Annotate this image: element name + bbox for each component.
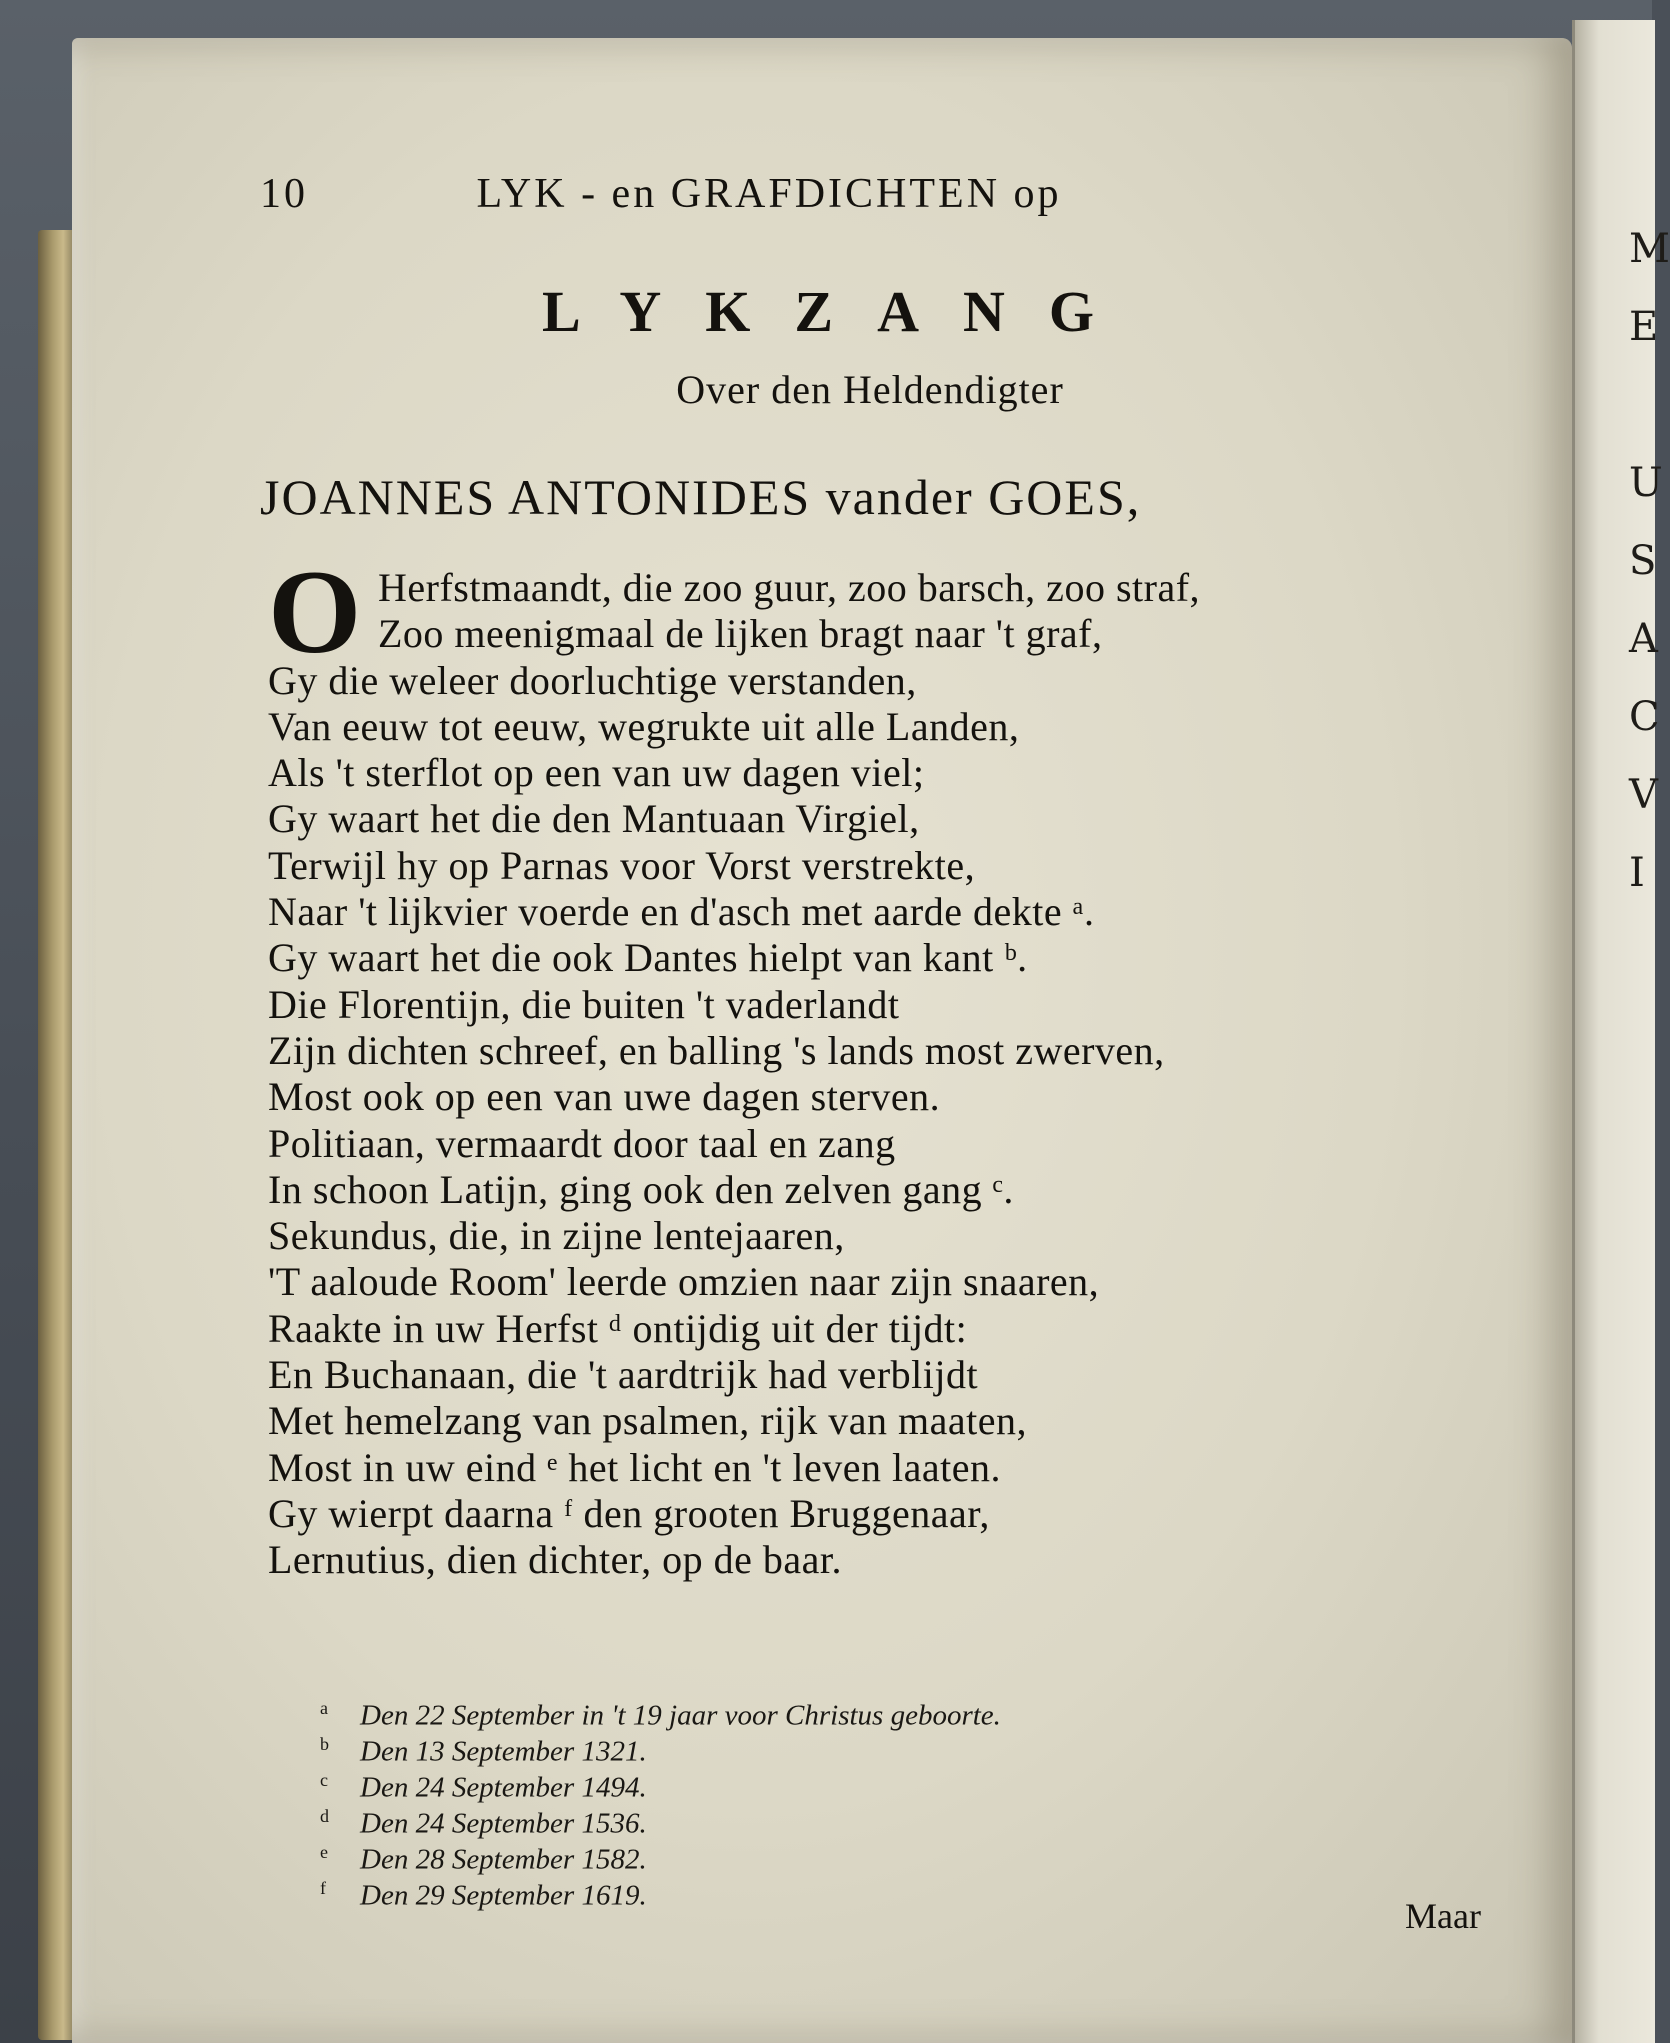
footnote: [320, 1762, 1220, 1804]
poet-name: JOANNES ANTONIDES vander GOES,: [260, 469, 1142, 525]
drop-cap: O: [268, 545, 362, 678]
facing-page-edge: [1572, 20, 1670, 2043]
poem-title: LYKZANG: [542, 279, 1138, 344]
footnotes: [320, 1690, 1220, 1912]
footnote-mark: a: [320, 1698, 328, 1718]
poem-line: Terwijl hy op Parnas voor Vorst verstrekte,: [268, 842, 976, 888]
poem-body: [268, 565, 1408, 1584]
footnote-text: Den 13 September 1321.: [360, 1735, 647, 1768]
footnote-mark: b: [320, 1734, 329, 1754]
poem-line: Herfstmaandt, die zoo guur, zoo barsch, zoo straf,: [378, 565, 1201, 610]
footnote-mark: f: [320, 1878, 326, 1898]
footnote-mark: d: [320, 1806, 329, 1826]
footnote-text: Den 24 September 1536.: [360, 1807, 647, 1840]
poem-subtitle: Over den Heldendigter: [676, 367, 1064, 412]
poem-line: Sekundus, die, in zijne lentejaaren,: [268, 1213, 845, 1259]
footnote: [320, 1690, 1220, 1732]
poem-line: Politiaan, vermaardt door taal en zang: [268, 1120, 896, 1166]
poem-line: Zijn dichten schreef, en balling 's lands most zwerven,: [268, 1027, 1165, 1073]
footnote-text: Den 22 September in 't 19 jaar voor Christus geboorte.: [360, 1699, 1001, 1732]
footnote: [320, 1798, 1220, 1840]
poem-line: Als 't sterflot op een van uw dagen viel;: [268, 750, 925, 796]
poem-line: Most ook op een van uwe dagen sterven.: [268, 1074, 941, 1120]
poem-line: Most in uw eind ᵉ het licht en 't leven laaten.: [268, 1444, 1002, 1490]
footnote-text: Den 24 September 1494.: [360, 1771, 647, 1804]
gilt-page-edge: [38, 230, 74, 2040]
footnote-mark: c: [320, 1770, 328, 1790]
poem-line: Raakte in uw Herfst ᵈ ontijdig uit der tijdt:: [268, 1305, 968, 1351]
poem-line: Zoo meenigmaal de lijken bragt naar 't graf,: [378, 611, 1103, 657]
footnote: [320, 1870, 1220, 1912]
poem-line: Met hemelzang van psalmen, rijk van maaten,: [268, 1398, 1028, 1444]
running-head-title: LYK - en GRAFDICHTEN op: [476, 171, 1062, 217]
poem-line: En Buchanaan, die 't aardtrijk had verblijdt: [268, 1352, 979, 1398]
footnote: [320, 1834, 1220, 1876]
poem-line: Gy waart het die den Mantuaan Virgiel,: [268, 796, 920, 842]
footnote-text: Den 28 September 1582.: [360, 1843, 647, 1876]
poem-line: Van eeuw tot eeuw, wegrukte uit alle Landen,: [268, 703, 1020, 749]
running-head: [260, 170, 1270, 218]
poem-line: Lernutius, dien dichter, op de baar.: [268, 1537, 842, 1583]
poem-line: Gy waart het die ook Dantes hielpt van kant ᵇ.: [268, 935, 1028, 981]
poem-line: 'T aaloude Room' leerde omzien naar zijn snaaren,: [268, 1259, 1100, 1305]
footnote-mark: e: [320, 1842, 328, 1862]
page-number: 10: [260, 171, 308, 217]
poem-line: Gy die weleer doorluchtige verstanden,: [268, 657, 917, 703]
poem-line: Naar 't lijkvier voerde en d'asch met aarde dekte ᵃ.: [268, 889, 1095, 935]
poem-line: Die Florentijn, die buiten 't vaderlandt: [268, 981, 900, 1027]
catchword: Maar: [1405, 1896, 1481, 1936]
poem-line: Gy wierpt daarna ᶠ den grooten Bruggenaar,: [268, 1490, 990, 1536]
footnote-text: Den 29 September 1619.: [360, 1879, 647, 1912]
poem-line: In schoon Latijn, ging ook den zelven gang ᶜ.: [268, 1166, 1014, 1212]
facing-page-letters: M E U S A C V I: [1629, 226, 1670, 896]
